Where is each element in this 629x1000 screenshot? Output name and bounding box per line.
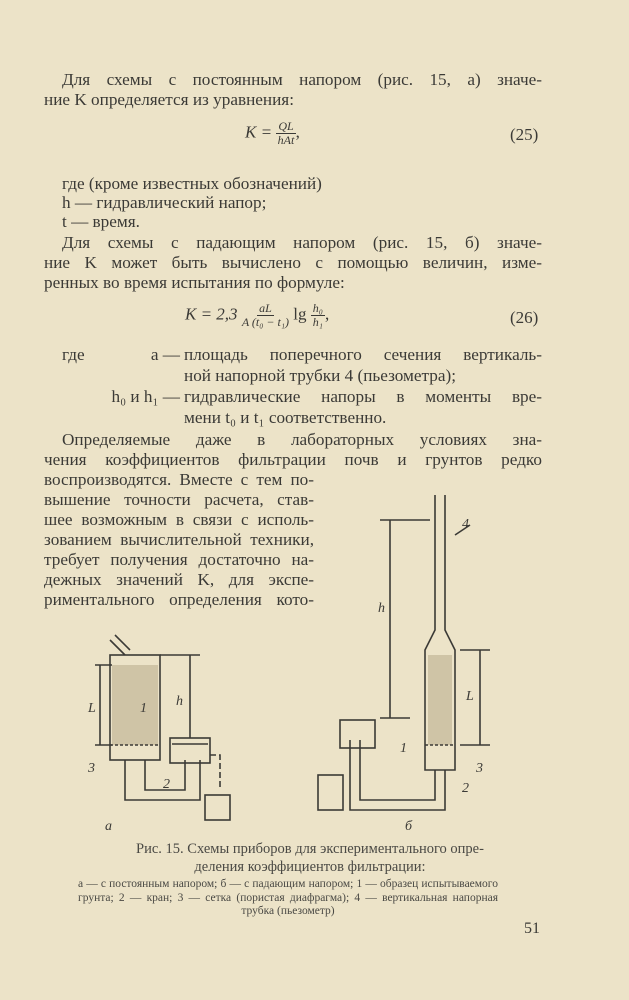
- diagram-b: [318, 495, 490, 810]
- text-line: ной напорной трубки 4 (пьезометра);: [184, 366, 456, 385]
- vessel: [340, 720, 375, 748]
- text-line: зованием вычислительной техники,: [44, 530, 314, 549]
- overflow-vessel: [170, 738, 210, 763]
- text-line: Определяемые даже в лабораторных условиях зна-: [62, 430, 542, 449]
- text-line: Для схемы с падающим напором (рис. 15, б) значе-: [62, 233, 542, 252]
- figure-legend: а — с постоянным напором; б — с падающим напором; 1 — образец испытываемого грунта; 2 — кран; 3 — сетка (пористая диафрагма); 4 — вертикальная напорная трубка (пьезометр): [78, 878, 498, 917]
- text-line: воспроизводятся. Вместе с тем по-: [44, 470, 314, 489]
- text-line: шее возможным в связи с исполь-: [44, 510, 314, 529]
- text-line: риментального определения кото-: [44, 590, 314, 609]
- denominator: h₁: [312, 315, 323, 329]
- text-line: ренных во время испытания по формуле:: [44, 273, 345, 292]
- text-line: h — гидравлический напор;: [62, 193, 267, 212]
- numerator: h₀: [312, 301, 323, 315]
- page-number: 51: [524, 920, 540, 937]
- text-line: требует получения достаточно на-: [44, 550, 314, 569]
- label-1: 1: [400, 741, 407, 756]
- text-line: ние K определяется из уравнения:: [44, 90, 294, 109]
- comma: ,: [295, 122, 300, 142]
- diagram-a: [95, 635, 230, 820]
- label-2: 2: [163, 777, 170, 792]
- label-3: 3: [88, 761, 95, 776]
- term: a —: [150, 345, 180, 364]
- text-line: гидравлические напоры в моменты вре-: [184, 387, 542, 406]
- log: lg: [293, 304, 307, 324]
- equation-number: (25): [510, 125, 539, 144]
- label-h: h: [378, 601, 385, 616]
- label-L: L: [466, 689, 474, 704]
- denominator: A (t₀ − t₁): [241, 315, 290, 329]
- label-2: 2: [462, 781, 469, 796]
- text-line: чения коэффициентов фильтрации почв и грунтов редко: [44, 450, 542, 469]
- numerator: aL: [259, 301, 272, 315]
- label-4: 4: [462, 517, 469, 532]
- label-3: 3: [476, 761, 483, 776]
- comma: ,: [324, 304, 330, 324]
- text-line: t — время.: [62, 212, 140, 231]
- text-line: мени t₀ и t₁ соответственно.: [184, 408, 387, 427]
- text-line: где: [62, 345, 85, 364]
- equation-number: (26): [510, 308, 539, 327]
- label-a: а: [105, 819, 112, 834]
- label-b: б: [405, 819, 413, 834]
- soil-sample: [112, 665, 158, 745]
- figure-caption: Рис. 15. Схемы приборов для экспериментального опре-: [136, 841, 484, 857]
- text-line: площадь поперечного сечения вертикаль-: [184, 345, 542, 364]
- text-line: ние K может быть вычислено с помощью величин, изме-: [44, 253, 542, 272]
- label-L: L: [88, 701, 96, 716]
- label-1: 1: [140, 701, 147, 716]
- text-line: вышение точности расчета, став-: [44, 490, 314, 509]
- term: h₀ и h₁ —: [111, 387, 180, 406]
- text-line: Для схемы с постоянным напором (рис. 15, а) значе-: [62, 70, 542, 89]
- numerator: QL: [278, 119, 294, 133]
- text-line: дежных значений K, для экспе-: [44, 570, 314, 589]
- soil-sample: [428, 655, 452, 745]
- formula-lhs: K =: [245, 122, 273, 142]
- formula-lhs: K = 2,3: [185, 304, 238, 324]
- figure-caption: деления коэффициентов фильтрации:: [194, 859, 426, 875]
- label-h: h: [176, 694, 183, 709]
- text-line: где (кроме известных обозначений): [62, 174, 322, 193]
- denominator: hAt: [277, 133, 295, 147]
